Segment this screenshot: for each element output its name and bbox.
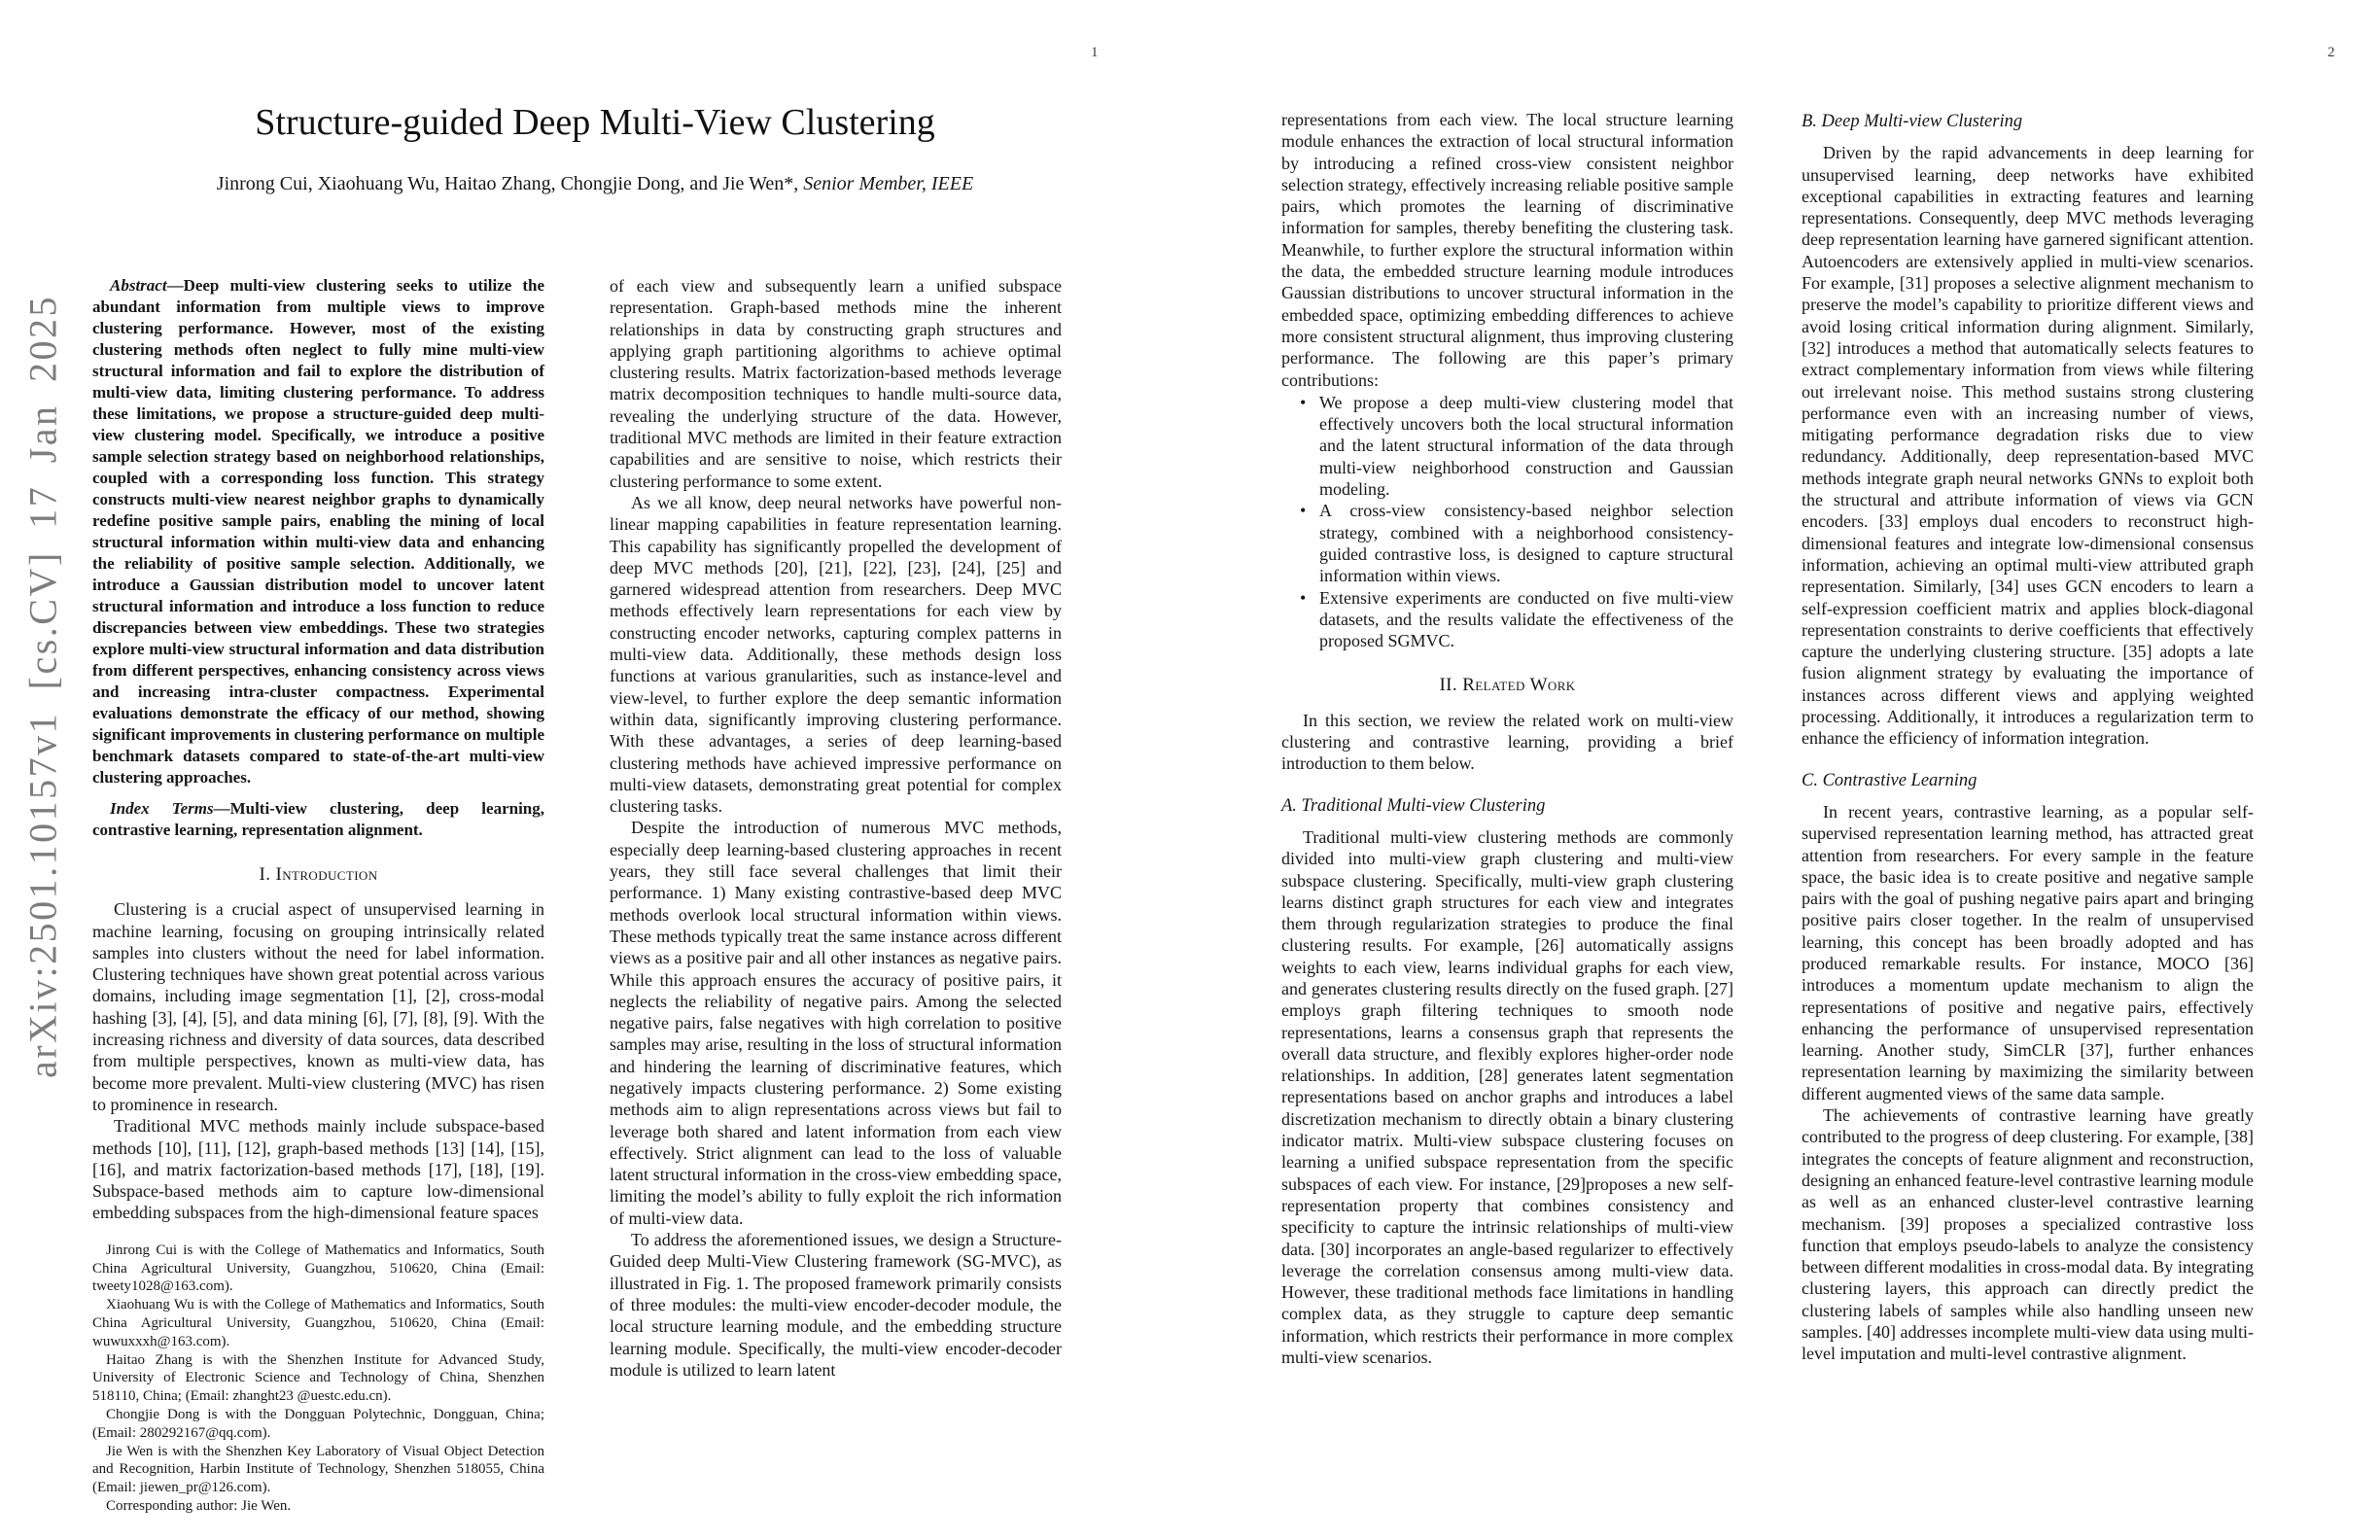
footnote-affiliation: Chongjie Dong is with the Dongguan Polytechnic, Dongguan, China; (Email: 280292167@qq.com). — [92, 1406, 544, 1441]
subsection-heading-deep-mvc: B. Deep Multi-view Clustering — [1802, 112, 2023, 131]
contribution-item — [1300, 587, 1733, 652]
footnote-affiliation: Xiaohuang Wu is with the College of Mathematics and Informatics, South China Agricultural University, Guangzhou, 510620, China (Email: wuwuxxxh@163.com). — [92, 1297, 544, 1349]
abstract-label: Abstract — [110, 276, 167, 295]
authors-membership: Senior Member, IEEE — [803, 173, 974, 194]
bullet-icon: • — [1300, 501, 1307, 521]
body-paragraph: As we all know, deep neural networks have powerful non-linear mapping capabilities in feature representation learning. This capability has significantly propelled the development of deep MVC methods [20], [21], [22], [23], [24], [25] and garnered widespread attention from researchers. Deep MVC methods effectively learn representations for each view by constructing encoder networks, capturing complex patterns in multi-view data. Additionally, these methods design loss functions at various granularities, such as instance-level and view-level, to further explore the deep semantic information within data, significantly improving clustering performance. With these advantages, a series of deep learning-based clustering methods have achieved impressive performance on multi-view datasets, demonstrating great potential for complex clustering tasks. — [610, 492, 1062, 817]
body-paragraph: Despite the introduction of numerous MVC methods, especially deep learning-based clustering approaches in recent years, they still face several challenges that limit their performance. 1) Many existing contrastive-based deep MVC methods overlook local structural information within views. These methods typically treat the same instance across different views as a positive pair and all other instances as negative pairs. While this approach ensures the accuracy of positive pairs, it neglects the reliability of negative pairs. Among the selected negative pairs, false negatives with high correlation to positive samples may arise, resulting in the loss of structural information and hindering the learning of discriminative features, which negatively impacts clustering performance. 2) Some existing methods aim to align representations across views but fail to leverage both shared and latent information from each view effectively. Strict alignment can lead to the loss of valuable latent structural information in the cross-view embedding space, limiting the model’s ability to fully exploit the rich information of multi-view data. — [610, 818, 1062, 1228]
body-paragraph: representations from each view. The local structure learning module enhances the extraction of local structural information by introducing a refined cross-view consistent neighbor selection strategy, effectively increasing reliable positive sample pairs, which promotes the learning of discriminative information for samples, thereby benefiting the clustering task. Meanwhile, to further explore the structural information within the data, the embedded structure learning module introduces Gaussian distributions to uncover structural information in the embedded space, optimizing embedding differences to achieve more consistent structural alignment, thus improving clustering performance. The following are this paper’s primary contributions: — [1281, 110, 1733, 390]
authors-names: Jinrong Cui, Xiaohuang Wu, Haitao Zhang, Chongjie Dong, and Jie Wen*, — [216, 173, 804, 194]
footnote-affiliation: Haitao Zhang is with the Shenzhen Institute for Advanced Study, University of Electronic Science and Technology of China, Shenzhen 518110, China; (Email: zhanght23 @uestc.edu.cn). — [92, 1351, 544, 1405]
page1-column-1 — [92, 275, 544, 1516]
page1-column-2 — [610, 275, 1062, 1381]
subsection-heading-contrastive-learning: C. Contrastive Learning — [1802, 770, 1978, 790]
related-work-intro: In this section, we review the related work on multi-view clustering and contrastive learning, providing a brief introduction to them below. — [1281, 710, 1733, 774]
authors-line — [58, 173, 1132, 195]
paper-page-2 — [1190, 0, 2380, 1540]
contribution-item — [1300, 392, 1733, 500]
section-heading-introduction: I. Introduction — [259, 864, 378, 885]
footnote-corresponding-author: Corresponding author: Jie Wen. — [106, 1497, 292, 1514]
contribution-text: A cross-view consistency-based neighbor selection strategy, combined with a neighborhood consistency-guided contrastive loss, is designed to capture structural information within views. — [1319, 501, 1733, 586]
body-paragraph: The achievements of contrastive learning have greatly contributed to the progress of deep clustering. For example, [38] integrates the concepts of feature alignment and reconstruction, designing an enhanced feature-level contrastive learning module as well as an enhanced cluster-level contrastive learning mechanism. [39] proposes a specialized contrastive loss function that employs pseudo-labels to analyze the consistency between different modalities in cross-modal data. By integrating clustering layers, this approach can directly predict the clustering labels of samples while also handling unseen new samples. [40] addresses incomplete multi-view data using multi-level imputation and multi-level contrastive alignment. — [1802, 1105, 2254, 1364]
body-paragraph: Driven by the rapid advancements in deep learning for unsupervised learning, deep networks have exhibited exceptional capabilities in extracting features and learning representations. Consequently, deep MVC methods leveraging deep representation learning have garnered significant attention. Autoencoders are extensively applied in multi-view scenarios. For example, [31] proposes a selective alignment mechanism to preserve the model’s capability to prioritize different views and avoid losing critical information during alignment. Similarly, [32] introduces a method that automatically selects features to extract complementary information from views while filtering out irrelevant noise. This method sustains strong clustering performance even with an increasing number of views, mitigating performance degradation risks due to view redundancy. Additionally, deep representation-based MVC methods integrate graph neural networks GNNs to exploit both the structural and attribute information of views via GCN encoders. [33] employs dual encoders to reconstruct high-dimensional features and integrate low-dimensional consensus information, achieving an optimal multi-view attributed graph representation. Similarly, [34] uses GCN encoders to learn a self-expression coefficient matrix and applies block-diagonal representation constraints to derive coefficients that effectively capture the underlying clustering structure. [35] adopts a late fusion alignment strategy by evaluating the importance of instances across different views and applying weighted processing. Additionally, it introduces a regularization term to enhance the efficiency of information integration. — [1802, 143, 2254, 749]
arxiv-banner: arXiv:2501.10157v1 [cs.CV] 17 Jan 2025 — [20, 294, 65, 1079]
body-paragraph: of each view and subsequently learn a unified subspace representation. Graph-based methods mine the inherent relationships in data by constructing graph structures and applying graph partitioning algorithms to achieve optimal clustering results. Matrix factorization-based methods leverage matrix decomposition techniques to handle multi-source data, revealing the underlying structure of the data. However, traditional MVC methods are limited in their feature extraction capabilities and are sensitive to noise, which restricts their clustering performance to some extent. — [610, 276, 1062, 491]
bullet-icon: • — [1300, 587, 1307, 608]
page2-column-1 — [1281, 109, 1733, 1368]
page-number: 2 — [2328, 45, 2335, 60]
intro-paragraph-2: Traditional MVC methods mainly include subspace-based methods [10], [11], [12], graph-based methods [13] [14], [15], [16], and matrix factorization-based methods [17], [18], [19]. Subspace-based methods aim to capture low-dimensional embedding subspaces from the high-dimensional feature spaces — [92, 1116, 544, 1223]
page2-column-2 — [1802, 109, 2254, 1365]
contribution-item — [1300, 500, 1733, 586]
contribution-text: We propose a deep multi-view clustering model that effectively uncovers both the local structural information and the latent structural information of the data through multi-view neighborhood construction and Gaussian modeling. — [1319, 392, 1733, 500]
abstract-text: —Deep multi-view clustering seeks to utilize the abundant information from multiple views to improve clustering performance. However, most of the existing clustering methods often neglect to fully mine multi-view structural information and fail to explore the distribution of multi-view data, limiting clustering performance. To address these limitations, we propose a structure-guided deep multi-view clustering model. Specifically, we introduce a positive sample selection strategy based on neighborhood relationships, coupled with a corresponding loss function. This strategy constructs multi-view nearest neighbor graphs to dynamically redefine positive sample pairs, enabling the mining of local structural information within multi-view data and enhancing the reliability of positive sample selection. Additionally, we introduce a Gaussian distribution model to uncover latent structural information and introduce a loss function to reduce discrepancies between view embeddings. These two strategies explore multi-view structural information and data distribution from different perspectives, enhancing consistency across views and increasing intra-cluster compactness. Experimental evaluations demonstrate the efficacy of our method, showing significant improvements in clustering performance on multiple benchmark datasets compared to state-of-the-art multi-view clustering approaches. — [92, 276, 544, 787]
page-number: 1 — [1091, 45, 1099, 60]
author-footnotes — [92, 1242, 544, 1516]
body-paragraph: In recent years, contrastive learning, as a popular self-supervised representation learning method, has attracted great attention from researchers. For every sample in the feature space, the basic idea is to create positive and negative sample pairs with the goal of pushing negative pairs apart and bringing positive pairs closer together. In the realm of unsupervised learning, this concept has been broadly adopted and has produced remarkable results. For instance, MOCO [36] introduces a momentum update mechanism to align the representations of positive and negative pairs, effectively enhancing the performance of unsupervised representation learning. Another study, SimCLR [37], further enhances representation learning by maximizing the similarity between different augmented views of the same data sample. — [1802, 801, 2254, 1103]
index-terms-label: Index Terms — [110, 799, 214, 818]
body-paragraph: Traditional multi-view clustering methods are commonly divided into multi-view graph clustering and multi-view subspace clustering. Specifically, multi-view graph clustering learns distinct graph structures for each view and integrates them through regularization strategies to produce the final clustering results. For example, [26] automatically assigns weights to each view, learns individual graphs for each view, and generates clustering results directly on the fused graph. [27] employs graph filtering techniques to smooth node representations, learns a consensus graph that represents the overall data structure, and flexibly explores higher-order node relationships. In addition, [28] generates latent segmentation representations based on anchor graphs and introduces a label discretization mechanism to directly obtain a binary clustering indicator matrix. Multi-view subspace clustering focuses on learning a unified subspace representation from the specific subspaces of each view. For instance, [29]proposes a new self-representation property that combines consistency and specificity to capture the intrinsic relationships of multi-view data. [30] incorporates an angle-based regularizer to effectively leverage the correlation consensus among multi-view data. However, these traditional methods face limitations in handling complex data, as they struggle to capture deep semantic information, which restricts their performance in more complex multi-view scenarios. — [1281, 826, 1733, 1368]
index-terms-paragraph — [92, 798, 544, 841]
section-heading-related-work: II. Related Work — [1439, 675, 1576, 696]
paper-title: Structure-guided Deep Multi-View Clustering — [255, 102, 935, 143]
bullet-icon: • — [1300, 392, 1307, 412]
footnote-affiliation: Jie Wen is with the Shenzhen Key Laboratory of Visual Object Detection and Recognition, Harbin Institute of Technology, Shenzhen 518055, China (Email: jiewen_pr@126.com). — [92, 1443, 544, 1496]
contribution-text: Extensive experiments are conducted on five multi-view datasets, and the results validate the effectiveness of the proposed SGMVC. — [1319, 587, 1733, 651]
index-terms-text: —Multi-view clustering, deep learning, contrastive learning, representation alignment. — [92, 799, 544, 839]
contributions-list — [1281, 392, 1733, 652]
footnote-affiliation: Jinrong Cui is with the College of Mathematics and Informatics, South China Agricultural University, Guangzhou, 510620, China (Email: tweety1028@163.com). — [92, 1242, 544, 1295]
intro-paragraph-1: Clustering is a crucial aspect of unsupervised learning in machine learning, focusing on grouping intrinsically related samples into clusters without the need for label information. Clustering techniques have shown great potential across various domains, including image segmentation [1], [2], cross-modal hashing [3], [4], [5], and data mining [6], [7], [8], [9]. With the increasing richness and diversity of data sources, data described from multiple perspectives, known as multi-view data, has become more prevalent. Multi-view clustering (MVC) has risen to prominence in research. — [92, 899, 544, 1114]
abstract-paragraph — [92, 275, 544, 788]
subsection-heading-traditional-mvc: A. Traditional Multi-view Clustering — [1281, 795, 1546, 816]
body-paragraph: To address the aforementioned issues, we design a Structure-Guided deep Multi-View Clustering framework (SG-MVC), as illustrated in Fig. 1. The proposed framework primarily consists of three modules: the multi-view encoder-decoder module, the local structure learning module, and the embedding structure learning module. Specifically, the multi-view encoder-decoder module is utilized to learn latent — [610, 1230, 1062, 1380]
